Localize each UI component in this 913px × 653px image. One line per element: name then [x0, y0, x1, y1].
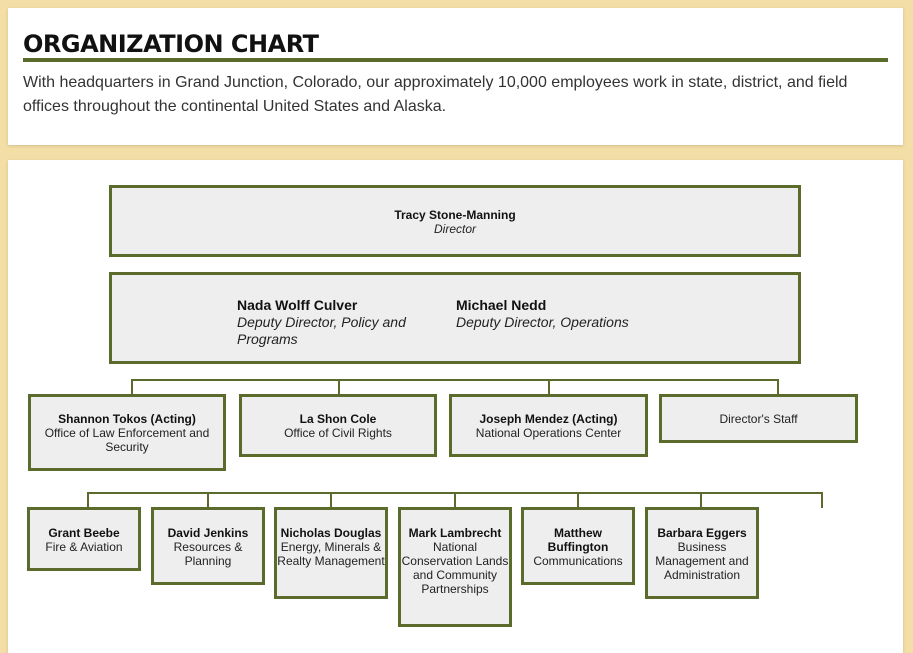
- org-box-director: [109, 185, 801, 257]
- connector-tier3-drop-3: [548, 379, 550, 395]
- tier3-2-title: Office of Civil Rights: [284, 426, 392, 440]
- header-card: [8, 8, 903, 145]
- org-box-civil-rights: [239, 394, 437, 457]
- tier3-3-name: Joseph Mendez (Acting): [479, 412, 618, 426]
- tier4-3-name: Nicholas Douglas: [280, 526, 382, 540]
- tier4-2-title: Resources & Planning: [173, 540, 243, 568]
- tier3-2-name: La Shon Cole: [299, 412, 377, 426]
- director-name: Tracy Stone-Manning: [394, 208, 516, 222]
- tier4-6-name: Barbara Eggers: [657, 526, 747, 540]
- org-box-law-enforcement: [28, 394, 226, 471]
- org-box-conservation-lands: [398, 507, 512, 627]
- org-box-national-operations: [449, 394, 648, 457]
- deputy-2-title: Deputy Director, Operations: [456, 314, 629, 330]
- connector-tier4-drop-5: [577, 492, 579, 508]
- tier3-3-title: National Operations Center: [475, 426, 622, 440]
- org-box-communications: [521, 507, 635, 585]
- org-box-directors-staff: [659, 394, 858, 443]
- director-title: Director: [433, 222, 476, 236]
- connector-tier4-drop-1: [87, 492, 89, 508]
- tier3-1-title: Office of Law Enforcement and Security: [44, 426, 210, 454]
- tier4-5-name: Matthew Buffington: [547, 526, 609, 554]
- tier4-4-title: National Conservation Lands and Community Partnerships: [401, 540, 509, 596]
- tier4-2-name: David Jenkins: [167, 526, 249, 540]
- connector-tier4-drop-3: [330, 492, 332, 508]
- org-box-deputies: [109, 272, 801, 364]
- connector-tier4-drop-2: [207, 492, 209, 508]
- page-title: ORGANIZATION CHART: [23, 30, 319, 58]
- connector-tier4-drop-6: [700, 492, 702, 508]
- org-box-resources-planning: [151, 507, 265, 585]
- deputy-1-name: Nada Wolff Culver: [237, 297, 358, 313]
- tier4-5-title: Communications: [533, 554, 623, 568]
- deputy-1: [237, 297, 437, 348]
- connector-tier3-drop-2: [338, 379, 340, 395]
- deputy-2: [456, 297, 676, 331]
- connector-tier3-drop-4: [777, 379, 779, 395]
- connector-tier4-drop-4: [454, 492, 456, 508]
- tier3-4-title: Director's Staff: [719, 412, 798, 426]
- deputy-1-title: Deputy Director, Policy and Programs: [237, 314, 406, 347]
- tier4-1-name: Grant Beebe: [48, 526, 120, 540]
- tier3-1-name: Shannon Tokos (Acting): [58, 412, 196, 426]
- tier4-6-title: Business Management and Administration: [655, 540, 749, 582]
- org-box-business-management: [645, 507, 759, 599]
- tier4-1-title: Fire & Aviation: [45, 540, 123, 554]
- connector-tier3-drop-1: [131, 379, 133, 395]
- org-box-fire-aviation: [27, 507, 141, 571]
- deputy-2-name: Michael Nedd: [456, 297, 547, 313]
- title-divider: [23, 58, 888, 62]
- page-description: With headquarters in Grand Junction, Colorado, our approximately 10,000 employees work in state, district, and field offices throughout the continental United States and Alaska.: [23, 74, 848, 115]
- connector-tier3-bus: [131, 379, 779, 381]
- connector-tier4-drop-7: [821, 492, 823, 508]
- org-box-energy-minerals: [274, 507, 388, 599]
- tier4-4-name: Mark Lambrecht: [408, 526, 502, 540]
- tier4-3-title: Energy, Minerals & Realty Management: [277, 540, 385, 568]
